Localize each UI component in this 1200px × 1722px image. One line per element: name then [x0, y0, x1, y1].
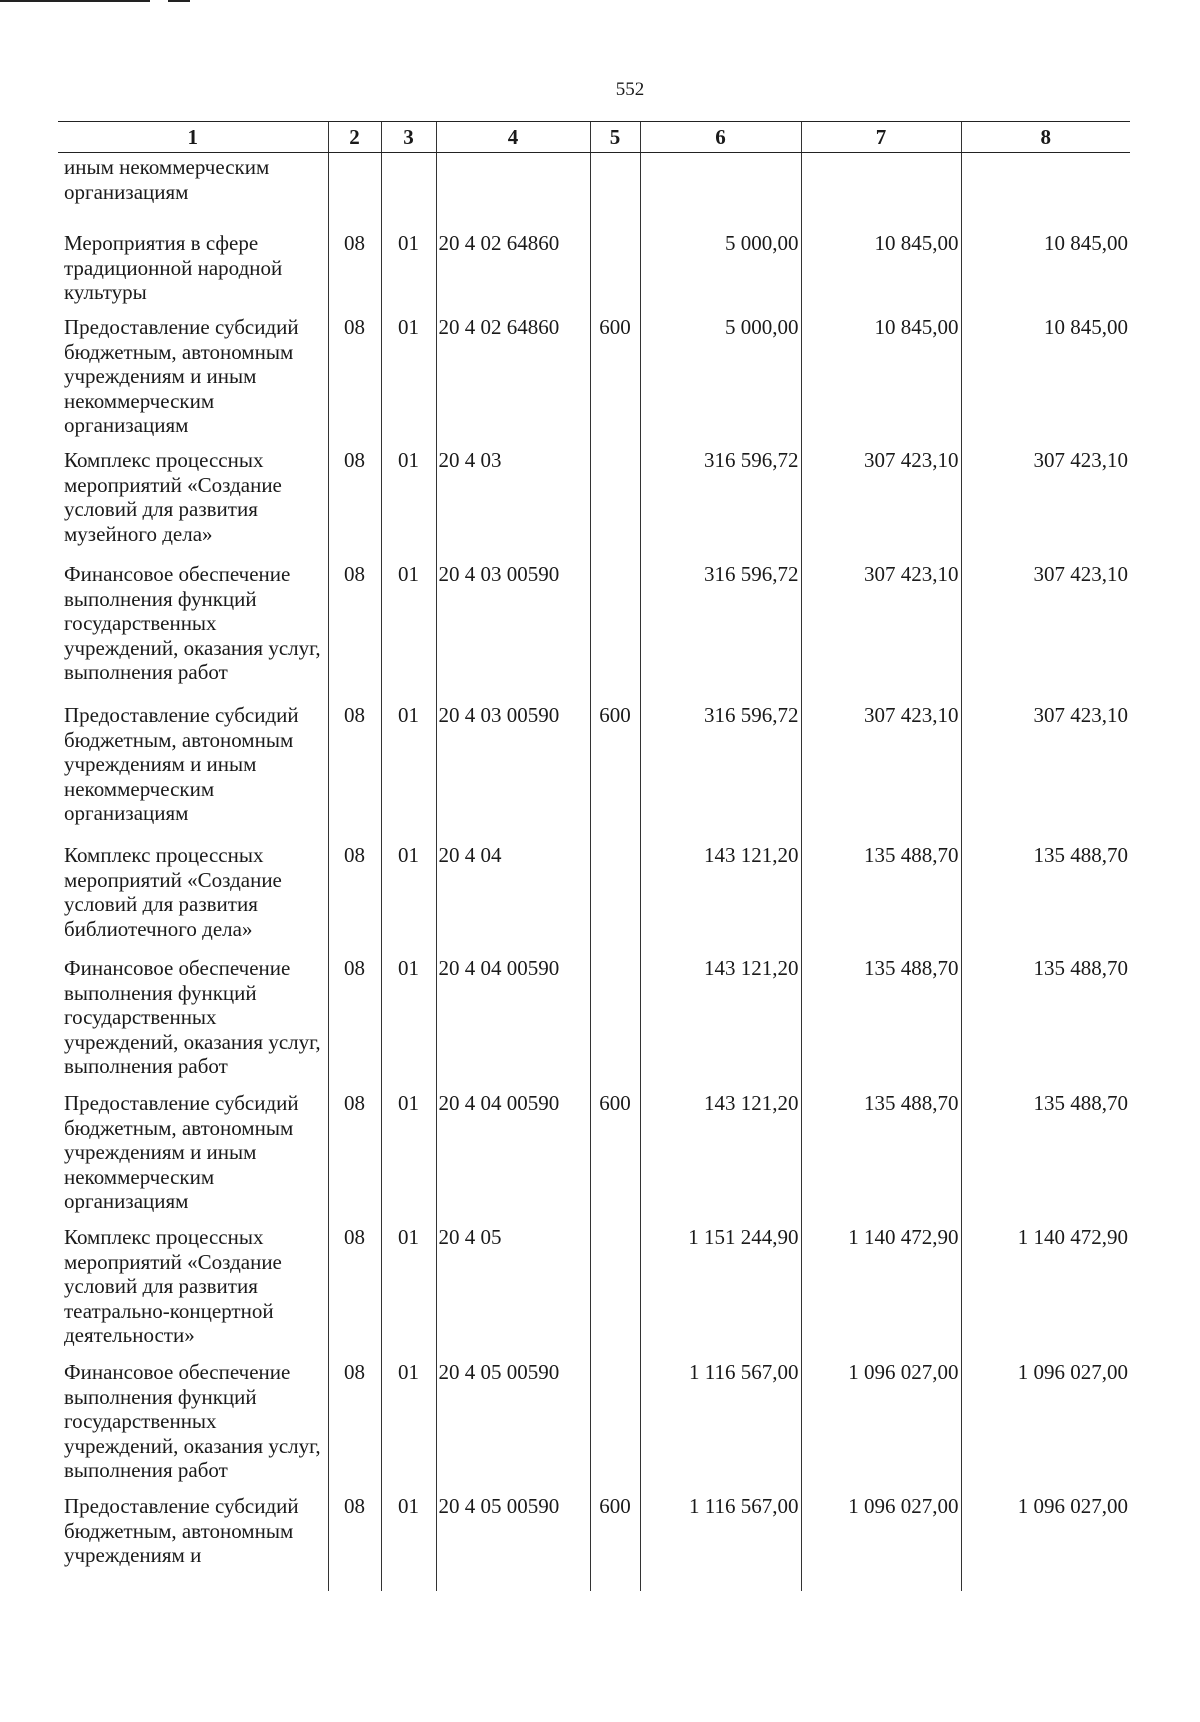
section-code: 08 — [328, 1081, 381, 1215]
table-row — [58, 946, 1130, 1081]
table-row — [58, 1484, 1130, 1591]
column-header-7: 7 — [801, 122, 961, 153]
column-header-6: 6 — [640, 122, 801, 153]
table-row — [58, 552, 1130, 693]
amount-col-6: 143 121,20 — [640, 946, 801, 1081]
target-article-code: 20 4 03 00590 — [436, 552, 590, 693]
amount-col-8: 1 096 027,00 — [961, 1484, 1130, 1591]
amount-col-6: 5 000,00 — [640, 305, 801, 438]
subsection-code: 01 — [381, 833, 436, 946]
amount-col-8: 307 423,10 — [961, 693, 1130, 833]
expense-type-code — [590, 552, 640, 693]
amount-col-7: 135 488,70 — [801, 946, 961, 1081]
amount-col-7: 135 488,70 — [801, 833, 961, 946]
amount-col-8: 10 845,00 — [961, 305, 1130, 438]
section-code: 08 — [328, 1350, 381, 1484]
amount-col-6: 1 151 244,90 — [640, 1215, 801, 1350]
table-row — [58, 305, 1130, 438]
amount-col-8: 135 488,70 — [961, 833, 1130, 946]
amount-col-7: 135 488,70 — [801, 1081, 961, 1215]
target-article-code: 20 4 02 64860 — [436, 221, 590, 305]
target-article-code: 20 4 04 00590 — [436, 1081, 590, 1215]
target-article-code: 20 4 04 — [436, 833, 590, 946]
budget-table — [58, 121, 1130, 1591]
subsection-code: 01 — [381, 1215, 436, 1350]
section-code: 08 — [328, 552, 381, 693]
amount-col-7: 10 845,00 — [801, 221, 961, 305]
subsection-code: 01 — [381, 305, 436, 438]
amount-col-6: 316 596,72 — [640, 693, 801, 833]
amount-col-6: 1 116 567,00 — [640, 1350, 801, 1484]
subsection-code: 01 — [381, 946, 436, 1081]
amount-col-6: 143 121,20 — [640, 833, 801, 946]
target-article-code: 20 4 03 — [436, 438, 590, 552]
table-header-row — [58, 122, 1130, 153]
section-code: 08 — [328, 693, 381, 833]
expense-type-code — [590, 833, 640, 946]
expense-type-code — [590, 1350, 640, 1484]
row-name: Финансовое обеспечение выполнения функций государственных учреждений, оказания услуг, выполнения работ — [64, 1360, 321, 1482]
table-row — [58, 221, 1130, 305]
amount-col-7: 307 423,10 — [801, 693, 961, 833]
row-name: Предоставление субсидий бюджетным, автономным учреждениям и — [64, 1494, 299, 1567]
subsection-code: 01 — [381, 1484, 436, 1591]
subsection-code: 01 — [381, 693, 436, 833]
target-article-code: 20 4 02 64860 — [436, 305, 590, 438]
expense-type-code: 600 — [590, 1484, 640, 1591]
table-row — [58, 1215, 1130, 1350]
expense-type-code — [590, 221, 640, 305]
section-code: 08 — [328, 1215, 381, 1350]
row-name: Комплекс процессных мероприятий «Создание условий для развития музейного дела» — [64, 448, 282, 546]
row-name: Финансовое обеспечение выполнения функций государственных учреждений, оказания услуг, выполнения работ — [64, 562, 321, 684]
amount-col-6: 316 596,72 — [640, 552, 801, 693]
section-code: 08 — [328, 305, 381, 438]
row-name: Мероприятия в сфере традиционной народной культуры — [64, 231, 283, 304]
table-row — [58, 693, 1130, 833]
expense-type-code — [590, 438, 640, 552]
column-header-1: 1 — [58, 122, 328, 153]
section-code: 08 — [328, 946, 381, 1081]
amount-col-8: 1 096 027,00 — [961, 1350, 1130, 1484]
row-name: Предоставление субсидий бюджетным, автономным учреждениям и иным некоммерческим организациям — [64, 703, 299, 825]
target-article-code: 20 4 05 00590 — [436, 1350, 590, 1484]
scan-edge-mark — [0, 0, 150, 2]
section-code: 08 — [328, 833, 381, 946]
column-header-5: 5 — [590, 122, 640, 153]
amount-col-7: 1 140 472,90 — [801, 1215, 961, 1350]
expense-type-code — [590, 946, 640, 1081]
row-name: Предоставление субсидий бюджетным, автономным учреждениям и иным некоммерческим организациям — [64, 1091, 299, 1213]
amount-col-8: 307 423,10 — [961, 552, 1130, 693]
target-article-code: 20 4 03 00590 — [436, 693, 590, 833]
table-row — [58, 438, 1130, 552]
amount-col-6: 5 000,00 — [640, 221, 801, 305]
row-name: Предоставление субсидий бюджетным, автономным учреждениям и иным некоммерческим организациям — [64, 315, 299, 437]
expense-type-code: 600 — [590, 1081, 640, 1215]
target-article-code: 20 4 04 00590 — [436, 946, 590, 1081]
table-row — [58, 1350, 1130, 1484]
column-header-2: 2 — [328, 122, 381, 153]
amount-col-8: 10 845,00 — [961, 221, 1130, 305]
amount-col-7: 1 096 027,00 — [801, 1350, 961, 1484]
amount-col-6: 316 596,72 — [640, 438, 801, 552]
row-name: Комплекс процессных мероприятий «Создание условий для развития библиотечного дела» — [64, 843, 282, 941]
amount-col-8: 135 488,70 — [961, 1081, 1130, 1215]
table-row — [58, 833, 1130, 946]
row-name: Финансовое обеспечение выполнения функций государственных учреждений, оказания услуг, выполнения работ — [64, 956, 321, 1078]
amount-col-7: 10 845,00 — [801, 305, 961, 438]
amount-col-8: 1 140 472,90 — [961, 1215, 1130, 1350]
amount-col-8: 307 423,10 — [961, 438, 1130, 552]
amount-col-7: 307 423,10 — [801, 438, 961, 552]
row-name: Комплекс процессных мероприятий «Создание условий для развития театрально-концертной деятельности» — [64, 1225, 282, 1347]
subsection-code: 01 — [381, 438, 436, 552]
expense-type-code — [590, 1215, 640, 1350]
expense-type-code: 600 — [590, 693, 640, 833]
subsection-code: 01 — [381, 552, 436, 693]
amount-col-6: 143 121,20 — [640, 1081, 801, 1215]
section-code: 08 — [328, 1484, 381, 1591]
target-article-code: 20 4 05 00590 — [436, 1484, 590, 1591]
table-row — [58, 1081, 1130, 1215]
column-header-3: 3 — [381, 122, 436, 153]
amount-col-6: 1 116 567,00 — [640, 1484, 801, 1591]
column-header-8: 8 — [961, 122, 1130, 153]
subsection-code: 01 — [381, 221, 436, 305]
expense-type-code: 600 — [590, 305, 640, 438]
subsection-code: 01 — [381, 1081, 436, 1215]
target-article-code: 20 4 05 — [436, 1215, 590, 1350]
scan-edge-mark — [168, 0, 190, 2]
column-header-4: 4 — [436, 122, 590, 153]
amount-col-7: 1 096 027,00 — [801, 1484, 961, 1591]
amount-col-7: 307 423,10 — [801, 552, 961, 693]
section-code: 08 — [328, 438, 381, 552]
section-code: 08 — [328, 221, 381, 305]
subsection-code: 01 — [381, 1350, 436, 1484]
row-name: иным некоммерческим организациям — [64, 155, 270, 204]
page-number: 552 — [615, 79, 645, 100]
table-row-continuation — [58, 153, 1130, 222]
amount-col-8: 135 488,70 — [961, 946, 1130, 1081]
